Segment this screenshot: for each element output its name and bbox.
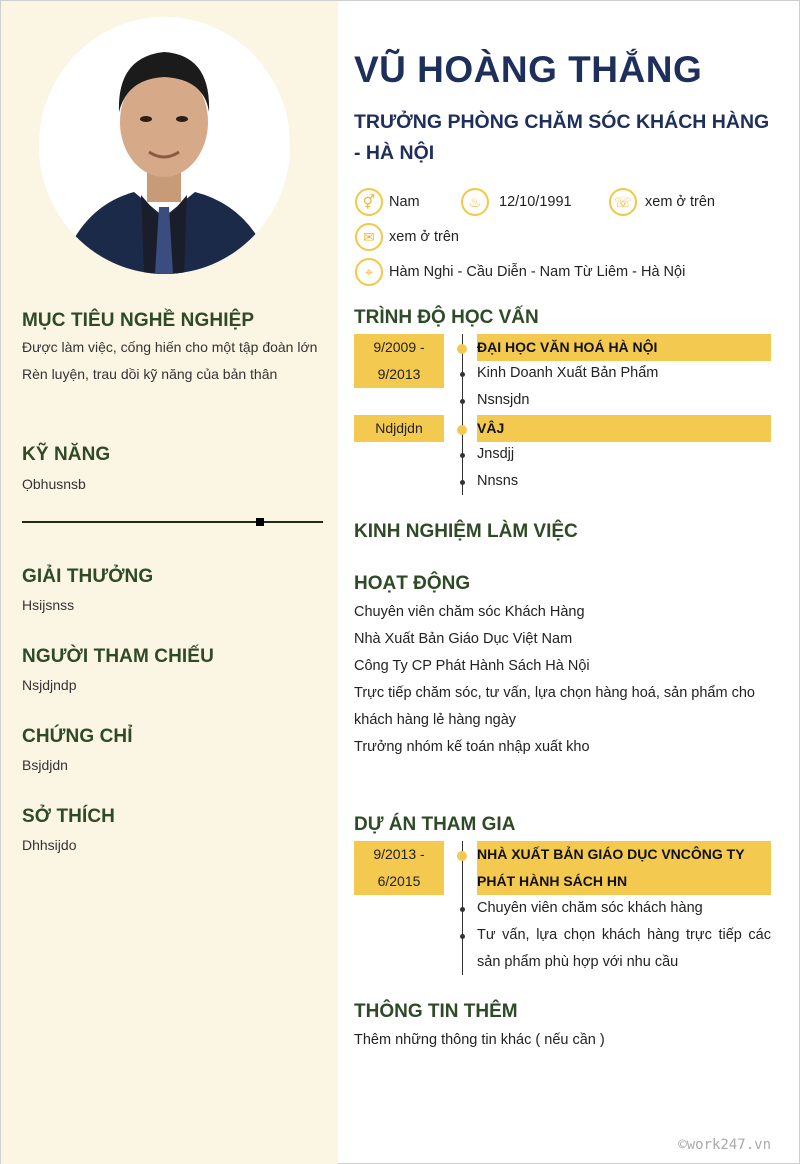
extra-title: THÔNG TIN THÊM (354, 1001, 518, 1022)
hobbies-title: SỞ THÍCH (22, 806, 116, 827)
objective-line: Rèn luyện, trau dồi kỹ năng của bản thân (22, 366, 278, 382)
timeline-bullet (460, 372, 465, 377)
avatar (39, 17, 290, 274)
education-major: Kinh Doanh Xuất Bản Phẩm (477, 365, 659, 381)
education-date: Ndjdjdn (354, 415, 444, 442)
projects-title: DỰ ÁN THAM GIA (354, 814, 516, 835)
skills-section (22, 444, 322, 498)
phone-icon: ☏ (609, 188, 637, 216)
reference-title: NGƯỜI THAM CHIẾU (22, 646, 214, 667)
project-name: NHÀ XUẤT BẢN GIÁO DỤC VNCÔNG TY PHÁT HÀNH SÁCH HN (477, 841, 771, 895)
job-title: TRƯỞNG PHÒNG CHĂM SÓC KHÁCH HÀNG - HÀ NỘI (354, 111, 770, 164)
experience-title: KINH NGHIỆM LÀM VIỆC (354, 521, 578, 542)
certificates-title: CHỨNG CHỈ (22, 726, 133, 747)
activity-line: Chuyên viên chăm sóc Khách Hàng (354, 604, 585, 620)
activity-line: Nhà Xuất Bản Giáo Dục Việt Nam (354, 631, 573, 647)
timeline-bullet (460, 934, 465, 939)
extra-text: Thêm những thông tin khác ( nếu cần ) (354, 1032, 605, 1048)
skill-level-marker (256, 518, 264, 526)
watermark: ©work247.vn (678, 1137, 771, 1153)
timeline-bullet (460, 907, 465, 912)
timeline-dot (457, 425, 467, 435)
timeline-dot (457, 851, 467, 861)
education-timeline (462, 334, 463, 495)
full-name: VŨ HOÀNG THẮNG (354, 49, 703, 90)
activity-line: Trực tiếp chăm sóc, tư vấn, lựa chọn hàng hoá, sản phẩm cho khách hàng lẻ hàng ngày (354, 685, 755, 728)
avatar-photo (39, 17, 290, 274)
gender-value: Nam (389, 194, 420, 210)
awards-text: Hsijsnss (22, 597, 75, 613)
project-role: Chuyên viên chăm sóc khách hàng (477, 900, 703, 916)
project-desc: Tư vấn, lựa chọn khách hàng trực tiếp các sản phẩm phù hợp với nhu cầu (477, 927, 771, 970)
skill-name: Ọbhusnsb (22, 476, 86, 492)
hobbies-section (22, 806, 322, 859)
skills-title: KỸ NĂNG (22, 444, 111, 465)
mail-icon: ✉ (355, 223, 383, 251)
certificates-section (22, 726, 322, 779)
education-school: ĐẠI HỌC VĂN HOÁ HÀ NỘI (477, 334, 771, 361)
education-date-end: 9/2013 (377, 366, 421, 382)
timeline-bullet (460, 399, 465, 404)
education-school: VÂJ (477, 415, 771, 442)
education-note: Nnsns (477, 473, 519, 489)
timeline-dot (457, 344, 467, 354)
awards-section (22, 566, 322, 619)
address-value: Hàm Nghi - Cầu Diễn - Nam Từ Liêm - Hà Nội (389, 264, 686, 280)
email-value: xem ở trên (389, 229, 459, 245)
phone-info (609, 188, 715, 216)
objective-line: Được làm việc, cống hiến cho một tập đoàn lớn (22, 339, 318, 355)
gender-icon: ⚥ (355, 188, 383, 216)
skill-level-bar (22, 521, 323, 523)
reference-section (22, 646, 322, 699)
awards-title: GIẢI THƯỞNG (22, 566, 154, 587)
cake-icon: ♨ (461, 188, 489, 216)
education-title: TRÌNH ĐỘ HỌC VẤN (354, 307, 539, 328)
timeline-bullet (460, 480, 465, 485)
education-major: Jnsdjj (477, 446, 515, 462)
education-note: Nsnsjdn (477, 392, 530, 408)
activity-line: Công Ty CP Phát Hành Sách Hà Nội (354, 658, 590, 674)
reference-text: Nsjdjndp (22, 677, 77, 693)
activities-title: HOẠT ĐỘNG (354, 573, 471, 594)
map-icon: ⌖ (355, 258, 383, 286)
gender-info (355, 188, 420, 216)
address-info (355, 258, 685, 286)
email-info (355, 223, 459, 251)
project-date-start: 9/2013 - (373, 846, 425, 862)
project-date-end: 6/2015 (377, 873, 421, 889)
hobbies-text: Dhhsijdo (22, 837, 77, 853)
timeline-bullet (460, 453, 465, 458)
objective-section (22, 310, 322, 388)
education-date-start: 9/2009 - (373, 339, 425, 355)
birthday-value: 12/10/1991 (499, 194, 572, 210)
education-date (354, 334, 444, 388)
project-date (354, 841, 444, 895)
phone-value: xem ở trên (645, 194, 715, 210)
certificates-text: Bsjdjdn (22, 757, 68, 773)
activity-line: Trưởng nhóm kế toán nhập xuất kho (354, 739, 590, 755)
sidebar (1, 1, 338, 1164)
objective-title: MỤC TIÊU NGHỀ NGHIỆP (22, 310, 255, 331)
birthday-info (461, 188, 572, 216)
